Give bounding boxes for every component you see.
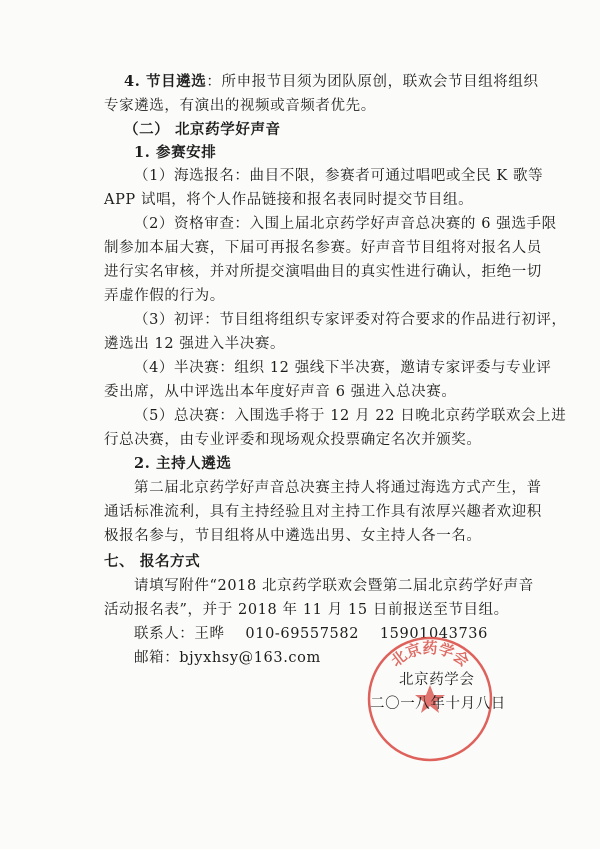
paragraph-5-line-1: （5）总决赛：入围选手将于 12 月 22 日晚北京药学联欢会上进 <box>134 408 567 424</box>
item4-continuation: 专家遴选，有演出的视频或音频者优先。 <box>104 98 376 114</box>
contact-line: 联系人：王晔 010-69557582 15901043736 <box>134 626 488 642</box>
paragraph-6-line-1: 第二届北京药学好声音总决赛主持人将通过海选方式产生，普 <box>134 480 542 496</box>
paragraph-4-line-2: 委出席，从中评选出本年度好声音 6 强进入总决赛。 <box>104 384 457 400</box>
paragraph-2-line-2: 制参加本届大赛，下届可再报名参赛。好声音节目组将对报名人员 <box>104 240 542 256</box>
item4-label: 4. 节目遴选 <box>124 73 207 90</box>
paragraph-6-line-2: 通话标准流利，具有主持经验且对主持工作具有浓厚兴趣者欢迎积 <box>104 504 542 520</box>
paragraph-3-line-1: （3）初评：节目组将组织专家评委对符合要求的作品进行初评， <box>134 312 567 328</box>
section-2-title: （二） 北京药学好声音 <box>124 121 281 138</box>
paragraph-2-line-1: （2）资格审查：入围上届北京药学好声音总决赛的 6 强选手限 <box>134 216 557 232</box>
subsection-2-title: 2. 主持人遴选 <box>134 455 232 472</box>
paragraph-2-line-3: 进行实名审核，并对所提交演唱曲目的真实性进行确认，拒绝一切 <box>104 264 542 280</box>
item4-line <box>124 72 539 92</box>
paragraph-3-line-2: 遴选出 12 强进入半决赛。 <box>104 336 286 352</box>
paragraph-4-line-1: （4）半决赛：组织 12 强线下半决赛，邀请专家评委与专业评 <box>134 360 552 376</box>
email-line: 邮箱：bjyxhsy@163.com <box>134 650 321 666</box>
paragraph-7-line-1: 请填写附件“2018 北京药学联欢会暨第二届北京药学好声音 <box>134 578 534 594</box>
seal-text: 北京药学会 <box>387 639 473 671</box>
paragraph-2-line-4: 弄虚作假的行为。 <box>104 288 225 304</box>
section-7-title: 七、 报名方式 <box>104 553 201 570</box>
paragraph-6-line-3: 极报名参与，节目组将从中遴选出男、女主持人各一名。 <box>104 528 482 544</box>
paragraph-1-line-2: APP 试唱，将个人作品链接和报名表同时提交节目组。 <box>104 192 474 208</box>
paragraph-7-line-2: 活动报名表”，并于 2018 年 11 月 15 日前报送至节目组。 <box>104 602 509 618</box>
paragraph-5-line-2: 行总决赛，由专业评委和现场观众投票确定名次并颁奖。 <box>104 432 482 448</box>
signature-organization: 北京药学会 <box>399 672 475 688</box>
subsection-1-title: 1. 参赛安排 <box>134 144 217 161</box>
item4-text: ：所申报节目须为团队原创，联欢会节目组将组织 <box>206 74 539 90</box>
signature-date: 二〇一八年十月八日 <box>370 696 506 712</box>
paragraph-1-line-1: （1）海选报名：曲目不限，参赛者可通过唱吧或全民 K 歌等 <box>134 168 544 184</box>
